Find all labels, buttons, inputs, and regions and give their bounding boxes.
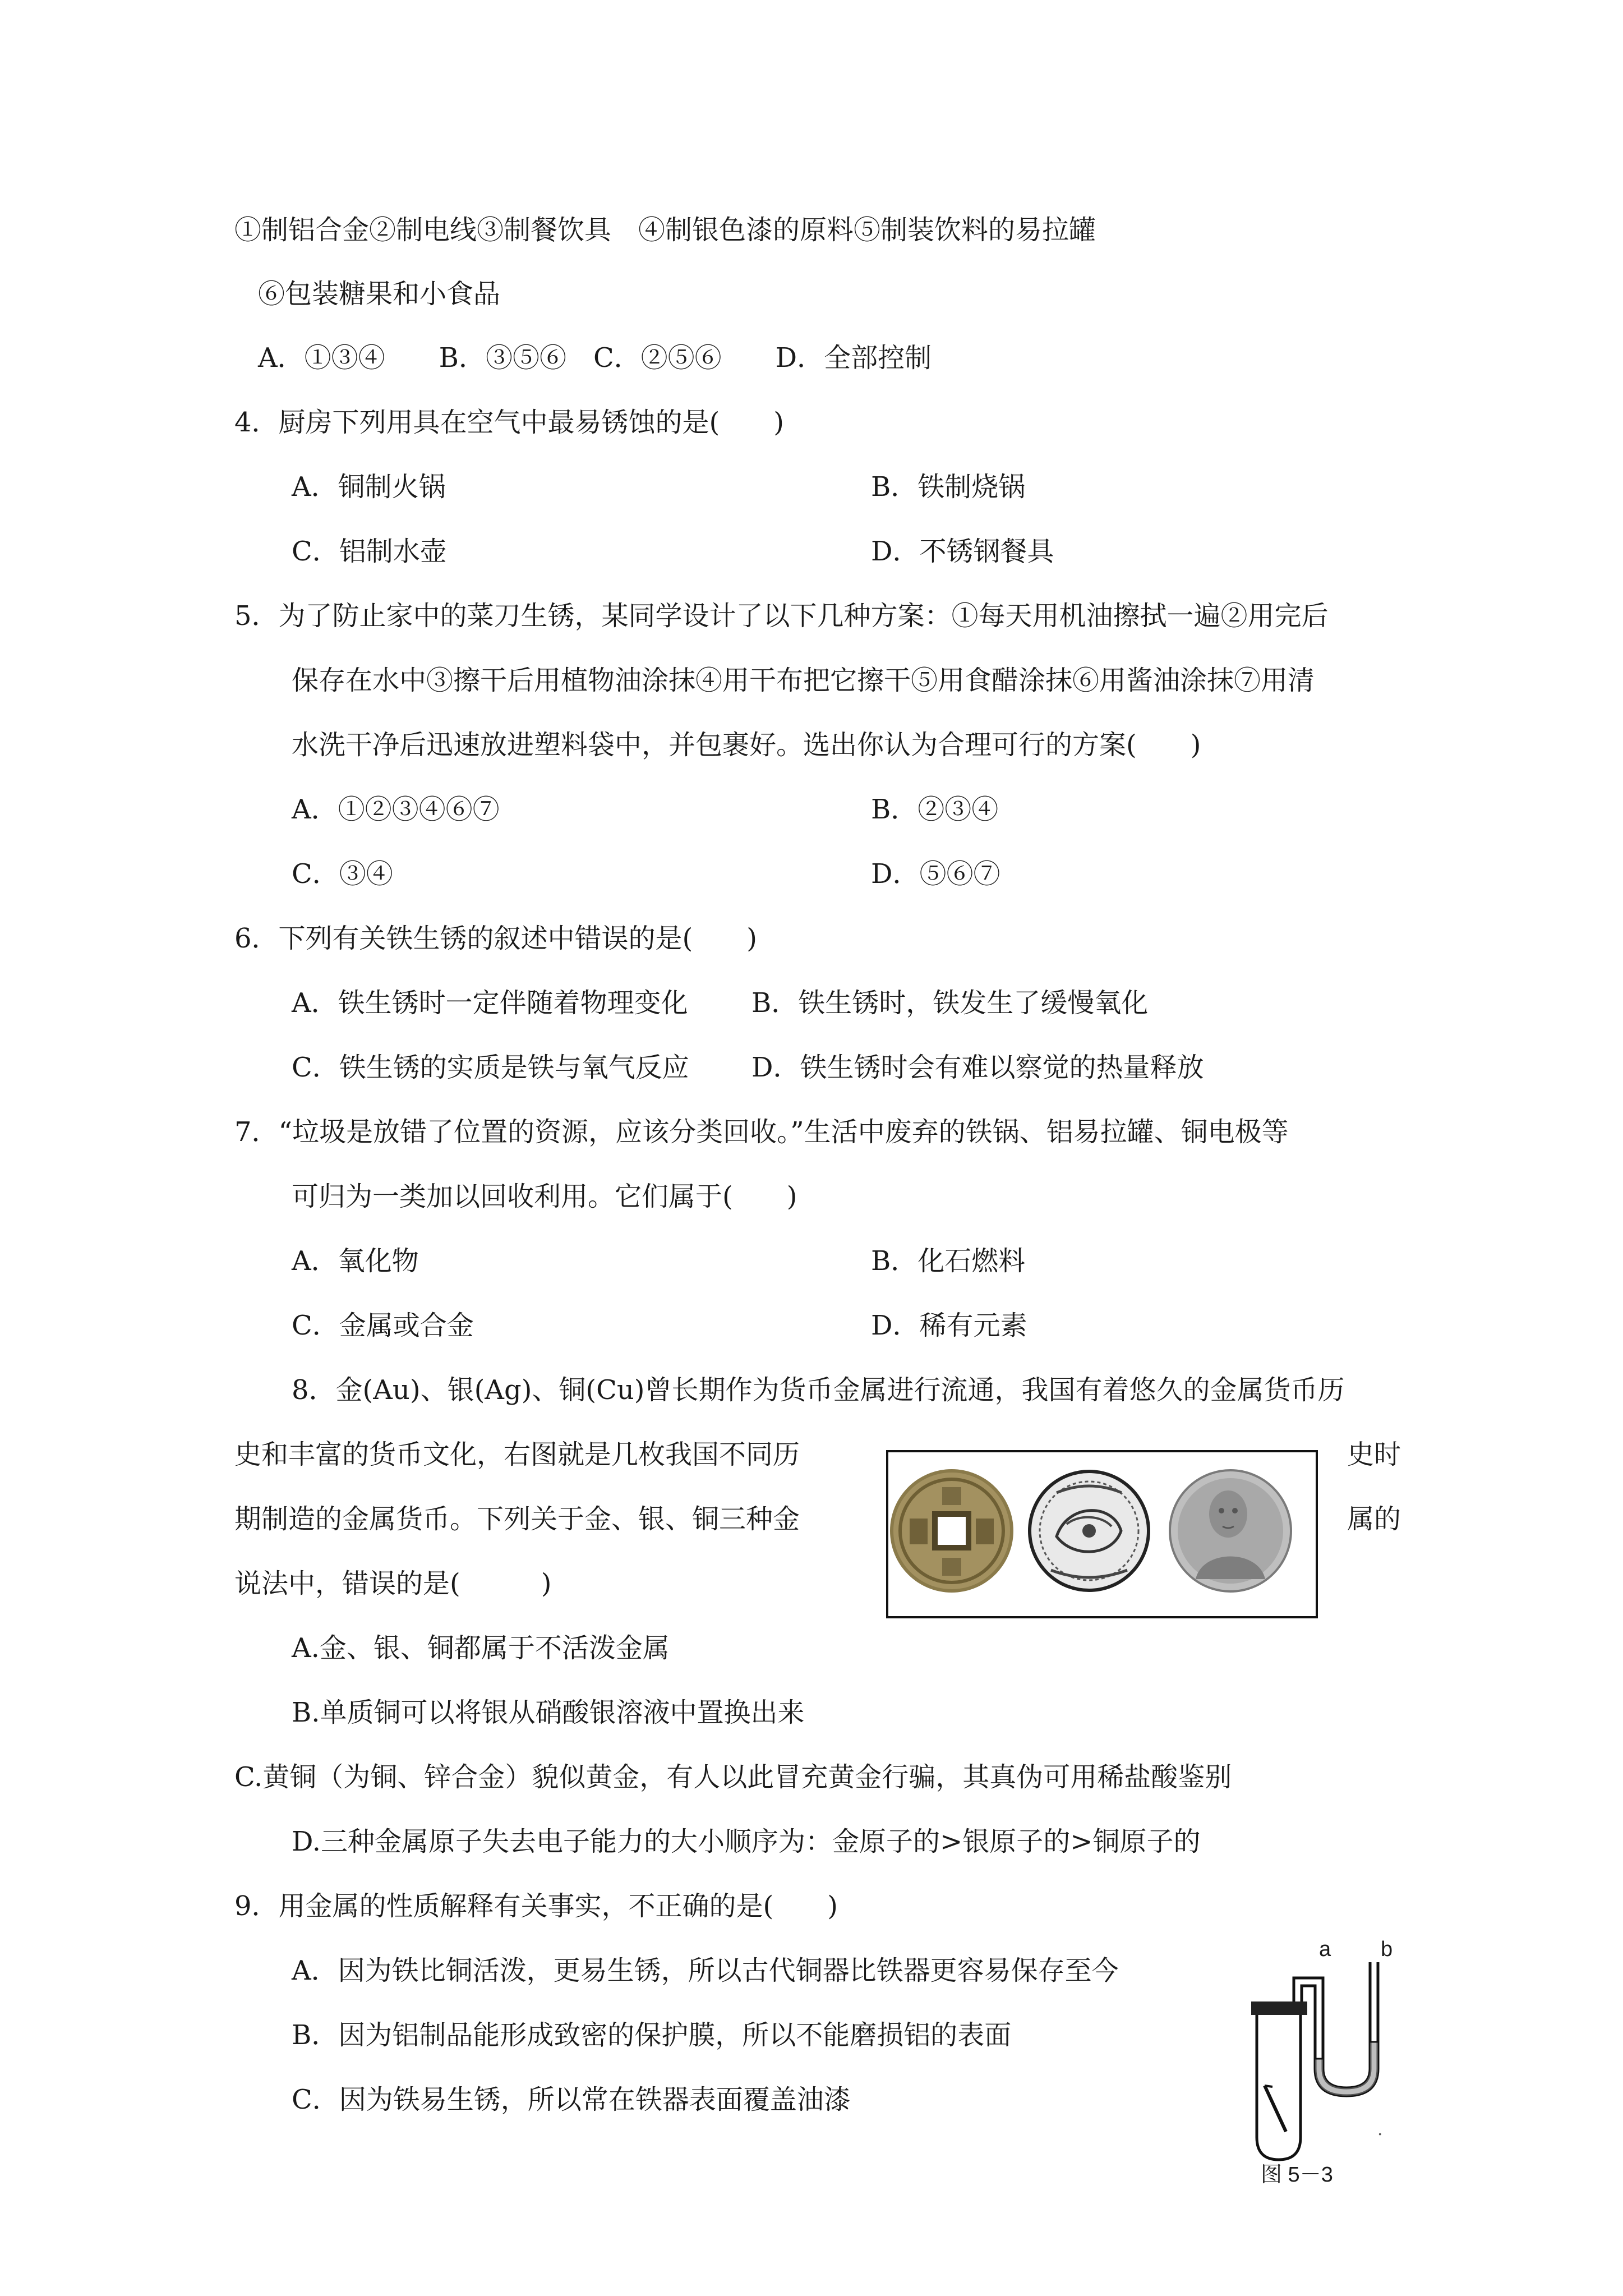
q4-option-b: B．铁制烧锅	[871, 471, 1026, 503]
portrait-coin-illustration	[1170, 1470, 1291, 1591]
q7-option-c: C．金属或合金	[292, 1310, 474, 1341]
q3-items-line2: ⑥包装糖果和小食品	[258, 278, 501, 310]
q8-option-a: A.金、银、铜都属于不活泼金属	[292, 1632, 670, 1664]
q6-option-b: B．铁生锈时，铁发生了缓慢氧化	[751, 987, 1149, 1019]
dragon-dollar-illustration	[1030, 1471, 1149, 1590]
q3-items-line1: ①制铝合金②制电线③制餐饮具 ④制银色漆的原料⑤制装饮料的易拉罐	[234, 214, 1096, 246]
q7-option-d: D．稀有元素	[871, 1310, 1027, 1341]
q9-option-a: A．因为铁比铜活泼，更易生锈，所以古代铜器比铁器更容易保存至今	[292, 1955, 1119, 1986]
figure-dot: .	[1377, 2120, 1383, 2139]
coins-image	[888, 1452, 1316, 1616]
q9-stem: 9．用金属的性质解释有关事实，不正确的是( )	[234, 1890, 838, 1922]
q4-option-d: D．不锈钢餐具	[871, 536, 1054, 567]
q8-stem-line2-right: 史时	[1347, 1439, 1401, 1470]
q4-option-a: A．铜制火锅	[292, 471, 446, 503]
q6-option-c: C．铁生锈的实质是铁与氧气反应	[292, 1052, 689, 1083]
q8-stem-line4: 说法中，错误的是( )	[234, 1568, 552, 1599]
q5-stem-line2: 保存在水中③擦干后用植物油涂抹④用干布把它擦干⑤用食醋涂抹⑥用酱油涂抹⑦用清	[292, 665, 1315, 696]
q8-stem-line3-right: 属的	[1347, 1503, 1401, 1535]
coins-figure	[886, 1450, 1318, 1618]
q5-stem-line1: 5．为了防止家中的菜刀生锈，某同学设计了以下几种方案：①每天用机油擦拭一遍②用完后	[234, 600, 1329, 632]
q6-stem: 6．下列有关铁生锈的叙述中错误的是( )	[234, 923, 757, 954]
q8-stem-line3-left: 期制造的金属货币。下列关于金、银、铜三种金	[234, 1503, 800, 1535]
q3-options: A．①③④ B．③⑤⑥ C．②⑤⑥ D．全部控制	[258, 342, 932, 374]
q7-option-a: A．氧化物	[292, 1245, 419, 1277]
q9-option-b: B．因为铝制品能形成致密的保护膜，所以不能磨损铝的表面	[292, 2019, 1012, 2051]
copper-coin-illustration	[890, 1469, 1013, 1593]
figure-caption: 图 5－3	[1261, 2163, 1333, 2187]
q5-option-d: D．⑤⑥⑦	[871, 858, 1000, 890]
q5-option-c: C．③④	[292, 858, 393, 890]
q7-stem-line2: 可归为一类加以回收利用。它们属于( )	[292, 1181, 797, 1212]
q9-option-c: C．因为铁易生锈，所以常在铁器表面覆盖油漆	[292, 2084, 851, 2115]
q5-option-b: B．②③④	[871, 794, 999, 825]
q4-stem: 4．厨房下列用具在空气中最易锈蚀的是( )	[234, 407, 784, 438]
q8-option-c: C.黄铜（为铜、锌合金）貌似黄金，有人以此冒充黄金行骗，其真伪可用稀盐酸鉴别	[234, 1761, 1232, 1793]
q8-stem-line2-left: 史和丰富的货币文化，右图就是几枚我国不同历	[234, 1439, 800, 1470]
q7-stem-line1: 7．“垃圾是放错了位置的资源，应该分类回收。”生活中废弃的铁锅、铝易拉罐、铜电极等	[234, 1116, 1289, 1148]
q4-option-c: C．铝制水壶	[292, 536, 447, 567]
q5-stem-line3: 水洗干净后迅速放进塑料袋中，并包裹好。选出你认为合理可行的方案( )	[292, 729, 1201, 761]
figure-label-a: a	[1319, 1938, 1331, 1961]
q7-option-b: B．化石燃料	[871, 1245, 1026, 1277]
q8-option-b: B.单质铜可以将银从硝酸银溶液中置换出来	[292, 1697, 805, 1728]
q6-option-d: D．铁生锈时会有难以察觉的热量释放	[751, 1052, 1204, 1083]
q8-stem-line1: 8．金(Au)、银(Ag)、铜(Cu)曾长期作为货币金属进行流通，我国有着悠久的金属货币历	[292, 1374, 1345, 1406]
figure-label-b: b	[1381, 1938, 1393, 1961]
q6-option-a: A．铁生锈时一定伴随着物理变化	[292, 987, 688, 1019]
q8-option-d: D.三种金属原子失去电子能力的大小顺序为：金原子的>银原子的>铜原子的	[292, 1826, 1201, 1857]
q5-option-a: A．①②③④⑥⑦	[292, 794, 500, 825]
